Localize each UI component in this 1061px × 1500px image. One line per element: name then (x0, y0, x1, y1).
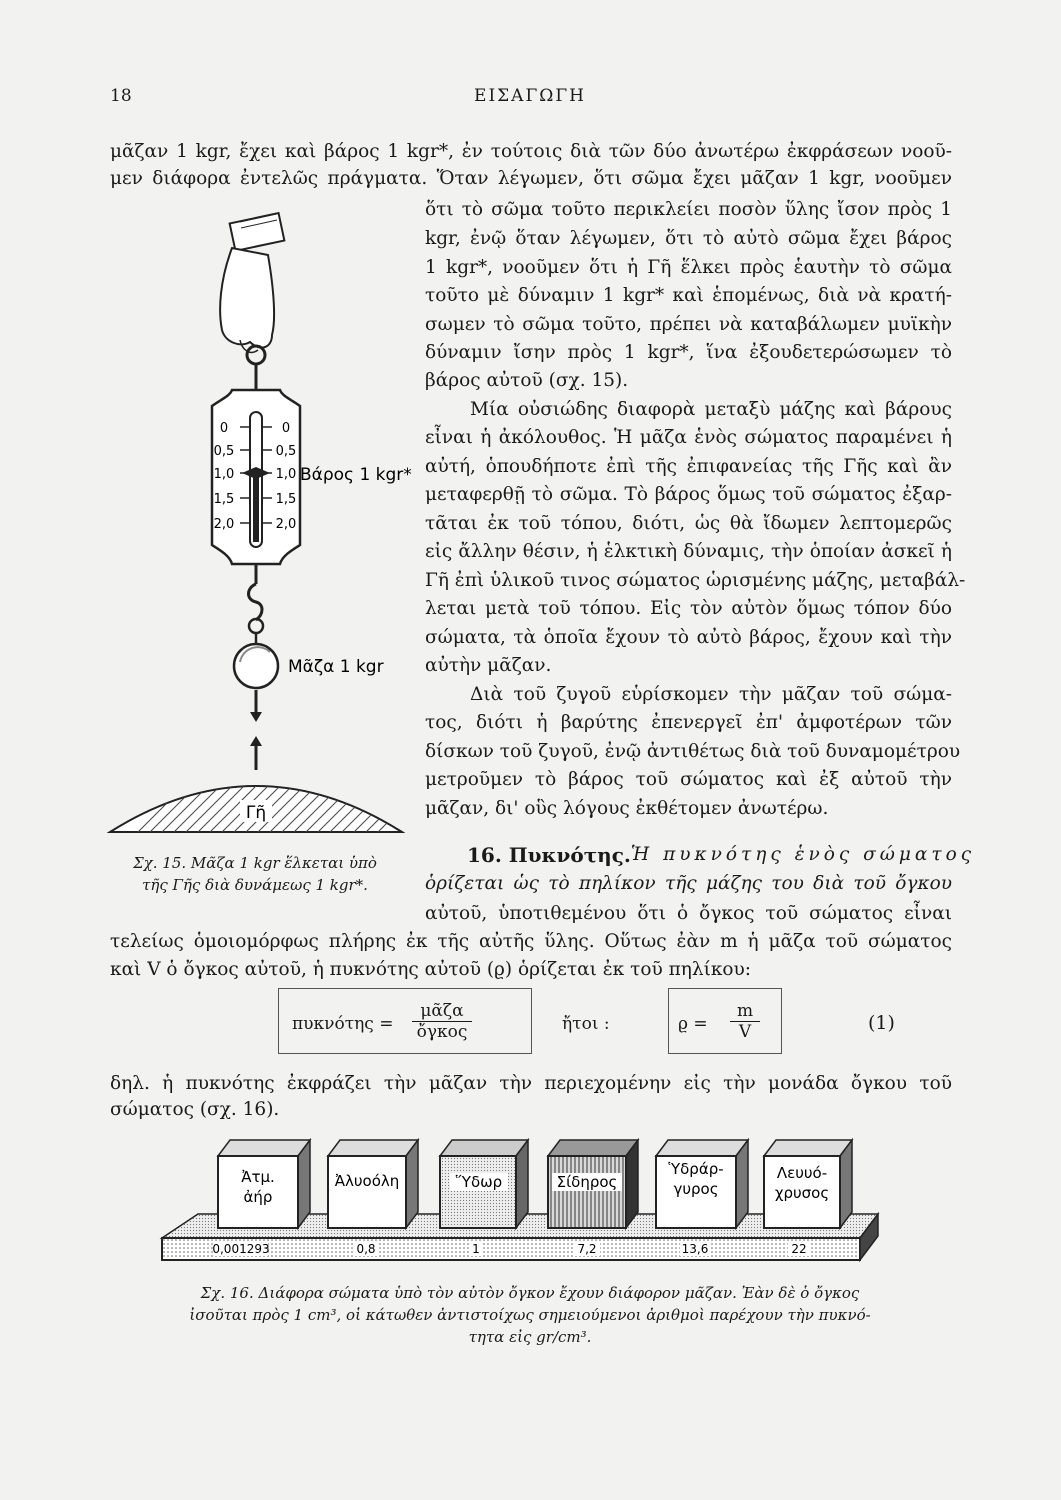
mass-label: Μᾶζα 1 kgr (288, 657, 384, 677)
density-value: 7,2 (577, 1242, 597, 1256)
scale-mark-right: 0,5 (275, 444, 297, 459)
cube-label: Λευυό- (776, 1164, 828, 1182)
formula-denominator: V (730, 1021, 760, 1042)
text-line: καὶ V ὁ ὄγκος αὐτοῦ, ἡ πυκνότης αὐτοῦ (ϱ) ὁρίζεται ἐκ τοῦ πηλίκου: (110, 959, 752, 980)
mass-ball (234, 644, 278, 688)
text-line: μᾶζαν, δι' οὓς λόγους ἐκθέτομεν ἀνωτέρω. (425, 798, 829, 819)
density-value: 0,001293 (212, 1242, 270, 1256)
scale-mark-left: 2,0 (213, 517, 235, 532)
section-heading: 16. Πυκνότης. (467, 843, 631, 867)
density-value: 1 (472, 1242, 480, 1256)
cube-label: Σίδηρος (556, 1173, 618, 1191)
formula-left-fraction (412, 1001, 472, 1042)
text-line: σωμεν τὸ σῶμα τοῦτο, πρέπει νὰ καταβάλωμεν μυϊκὴν (425, 314, 952, 335)
earth-label: Γῆ (245, 803, 267, 823)
text-line: εἶναι ἡ ἀκόλουθος. Ἡ μᾶζα ἑνὸς σώματος παραμένει ἡ (425, 427, 952, 448)
formula-right-fraction (730, 1001, 760, 1042)
caption-line: Σχ. 15. Μᾶζα 1 kgr ἕλκεται ὑπὸ (133, 854, 377, 872)
figure-16 (150, 1130, 890, 1275)
text-line: δύναμιν ἴσην πρὸς 1 kgr*, ἵνα ἐξουδετερώσωμεν τὸ (425, 342, 952, 363)
cube-label: χρυσος (774, 1184, 830, 1202)
section-definition-start: Ἡ πυκνότης ἑνὸς σώματος (630, 844, 976, 865)
text-line: σώματα, τὰ ὁποῖα ἔχουν τὸ αὐτὸ βάρος, ἔχουν καὶ τὴν (425, 627, 952, 648)
scale-mark-left: 0,5 (213, 444, 235, 459)
text-line: σώματος (σχ. 16). (110, 1099, 280, 1120)
cube-label: γυρος (673, 1180, 719, 1198)
text-line: ὅτι τὸ σῶμα τοῦτο περικλείει ποσὸν ὕλης ἴσον πρὸς 1 (425, 199, 952, 220)
text-line: αὐτή, ὁπουδήποτε ἐπὶ τῆς ἐπιφανείας τῆς Γῆς καὶ ἂν (425, 456, 952, 477)
scale-mark-right: 2,0 (275, 517, 297, 532)
formula-denominator: ὄγκος (412, 1021, 472, 1042)
density-value: 22 (791, 1242, 807, 1256)
text-line: 1 kgr*, νοοῦμεν ὅτι ἡ Γῆ ἕλκει πρὸς ἑαυτὴν τὸ σῶμα (425, 257, 952, 278)
caption-line: τῆς Γῆς διὰ δυνάμεως 1 kgr*. (142, 876, 368, 894)
text-line: αὐτοῦ, ὑποτιθεμένου ὅτι ὁ ὄγκος τοῦ σώματος εἶναι (425, 903, 952, 924)
text-line: τοῦτο μὲ δύναμιν 1 kgr* καὶ ἑπομένως, διὰ νὰ κρατή- (425, 285, 952, 306)
text-line: τελείως ὁμοιομόρφως πλήρης ἐκ τῆς αὐτῆς ὕλης. Οὕτως ἐὰν m ἡ μᾶζα τοῦ σώματος (110, 931, 952, 952)
text-line: Μία οὐσιώδης διαφορὰ μεταξὺ μάζης καὶ βάρους (470, 399, 952, 420)
section-16-heading-line (467, 843, 976, 867)
scale-mark-left: 1,0 (213, 467, 235, 482)
text-line: δίσκων τοῦ ζυγοῦ, ἐνῷ ἀντιθέτως διὰ τοῦ δυναμομέτρου (425, 741, 961, 762)
equation-number: (1) (868, 1012, 895, 1034)
cube-label: Ἀτμ. (241, 1168, 275, 1186)
scale-mark-right: 0 (281, 421, 291, 436)
caption-line: τητα εἰς gr/cm³. (468, 1328, 592, 1346)
caption-line: Σχ. 16. Διάφορα σώματα ὑπὸ τὸν αὐτὸν ὄγκον ἔχουν διάφορον μᾶζαν. Ἐὰν δὲ ὁ ὄγκος (200, 1284, 860, 1302)
weight-label: Βάρος 1 kgr* (300, 465, 412, 485)
page-header (110, 86, 950, 112)
hand-icon (220, 213, 284, 352)
running-title: ΕΙΣΑΓΩΓΗ (474, 86, 586, 106)
text-line: δηλ. ἡ πυκνότης ἐκφράζει τὴν μᾶζαν τὴν περιεχομένην εἰς τὴν μονάδα ὄγκου τοῦ (110, 1073, 952, 1094)
hook-ring (247, 346, 265, 364)
text-line: λεται μετὰ τοῦ τόπου. Εἰς τὸν αὐτὸν ὅμως τόπον δύο (425, 598, 952, 619)
cube-label: Ἀλυοόλη (334, 1172, 400, 1190)
density-value: 13,6 (681, 1242, 709, 1256)
figure-15 (100, 200, 420, 850)
cube-label: Ὑδράρ- (668, 1160, 724, 1178)
text-line: Διὰ τοῦ ζυγοῦ εὑρίσκομεν τὴν μᾶζαν τοῦ σώμα- (470, 684, 952, 705)
formula-numerator: μᾶζα (420, 1001, 464, 1021)
formula-right-label: ϱ = (678, 1014, 708, 1034)
text-line: kgr, ἐνῷ ὅταν λέγωμεν, ὅτι τὸ αὐτὸ σῶμα ἔχει βάρος (425, 228, 952, 249)
density-value: 0,8 (356, 1242, 376, 1256)
cube-label: ἀήρ (243, 1188, 273, 1206)
text-line: Γῆ ἐπὶ ὑλικοῦ τινος σώματος ὡρισμένης μάζης, μεταβάλ- (425, 570, 966, 591)
text-line: αὐτὴν μᾶζαν. (425, 655, 552, 676)
figure-15-caption (100, 852, 410, 896)
figure-16-caption (150, 1282, 910, 1348)
cube-label: Ὕδωρ (455, 1173, 503, 1191)
text-line: εἰς ἄλλην θέσιν, ἡ ἑλκτικὴ δύναμις, τὴν ὁποίαν ἀσκεῖ ἡ (425, 541, 952, 562)
text-line: ὁρίζεται ὡς τὸ πηλίκον τῆς μάζης του διὰ τοῦ ὄγκου (425, 873, 952, 894)
scale-mark-right: 1,0 (275, 467, 297, 482)
scale-mark-right: 1,5 (275, 492, 297, 507)
text-line: βάρος αὐτοῦ (σχ. 15). (425, 370, 629, 391)
text-line: μεν διάφορα ἐντελῶς πράγματα. Ὅταν λέγωμεν, ὅτι σῶμα ἔχει μᾶζαν 1 kgr, νοοῦμεν (110, 168, 952, 189)
text-line: τος, διότι ἡ βαρύτης ἐπενεργεῖ ἐπ' ἀμφοτέρων τῶν (425, 712, 952, 733)
formula-numerator: m (736, 1001, 754, 1021)
text-line: μεταφερθῇ τὸ σῶμα. Τὸ βάρος ὅμως τοῦ σώματος ἐξαρ- (425, 484, 952, 505)
formula-connector: ἤτοι : (562, 1014, 610, 1034)
caption-line: ἰσοῦται πρὸς 1 cm³, οἱ κάτωθεν ἀντιστοίχως σημειούμενοι ἀριθμοὶ παρέχουν τὴν πυκνό- (189, 1306, 871, 1324)
page-number: 18 (110, 86, 132, 106)
scale-mark-left: 0 (219, 421, 229, 436)
text-line: μᾶζαν 1 kgr, ἔχει καὶ βάρος 1 kgr*, ἐν τούτοις διὰ τῶν δύο ἀνωτέρω ἐκφράσεων νοοῦ- (110, 141, 952, 162)
formula-left-label: πυκνότης = (292, 1014, 394, 1034)
scale-mark-left: 1,5 (213, 492, 235, 507)
text-line: μετροῦμεν τὸ βάρος τοῦ σώματος καὶ ἐξ αὐτοῦ τὴν (425, 769, 952, 790)
text-line: τᾶται ἐκ τοῦ τόπου, διότι, ὡς θὰ ἴδωμεν λεπτομερῶς (425, 513, 952, 534)
